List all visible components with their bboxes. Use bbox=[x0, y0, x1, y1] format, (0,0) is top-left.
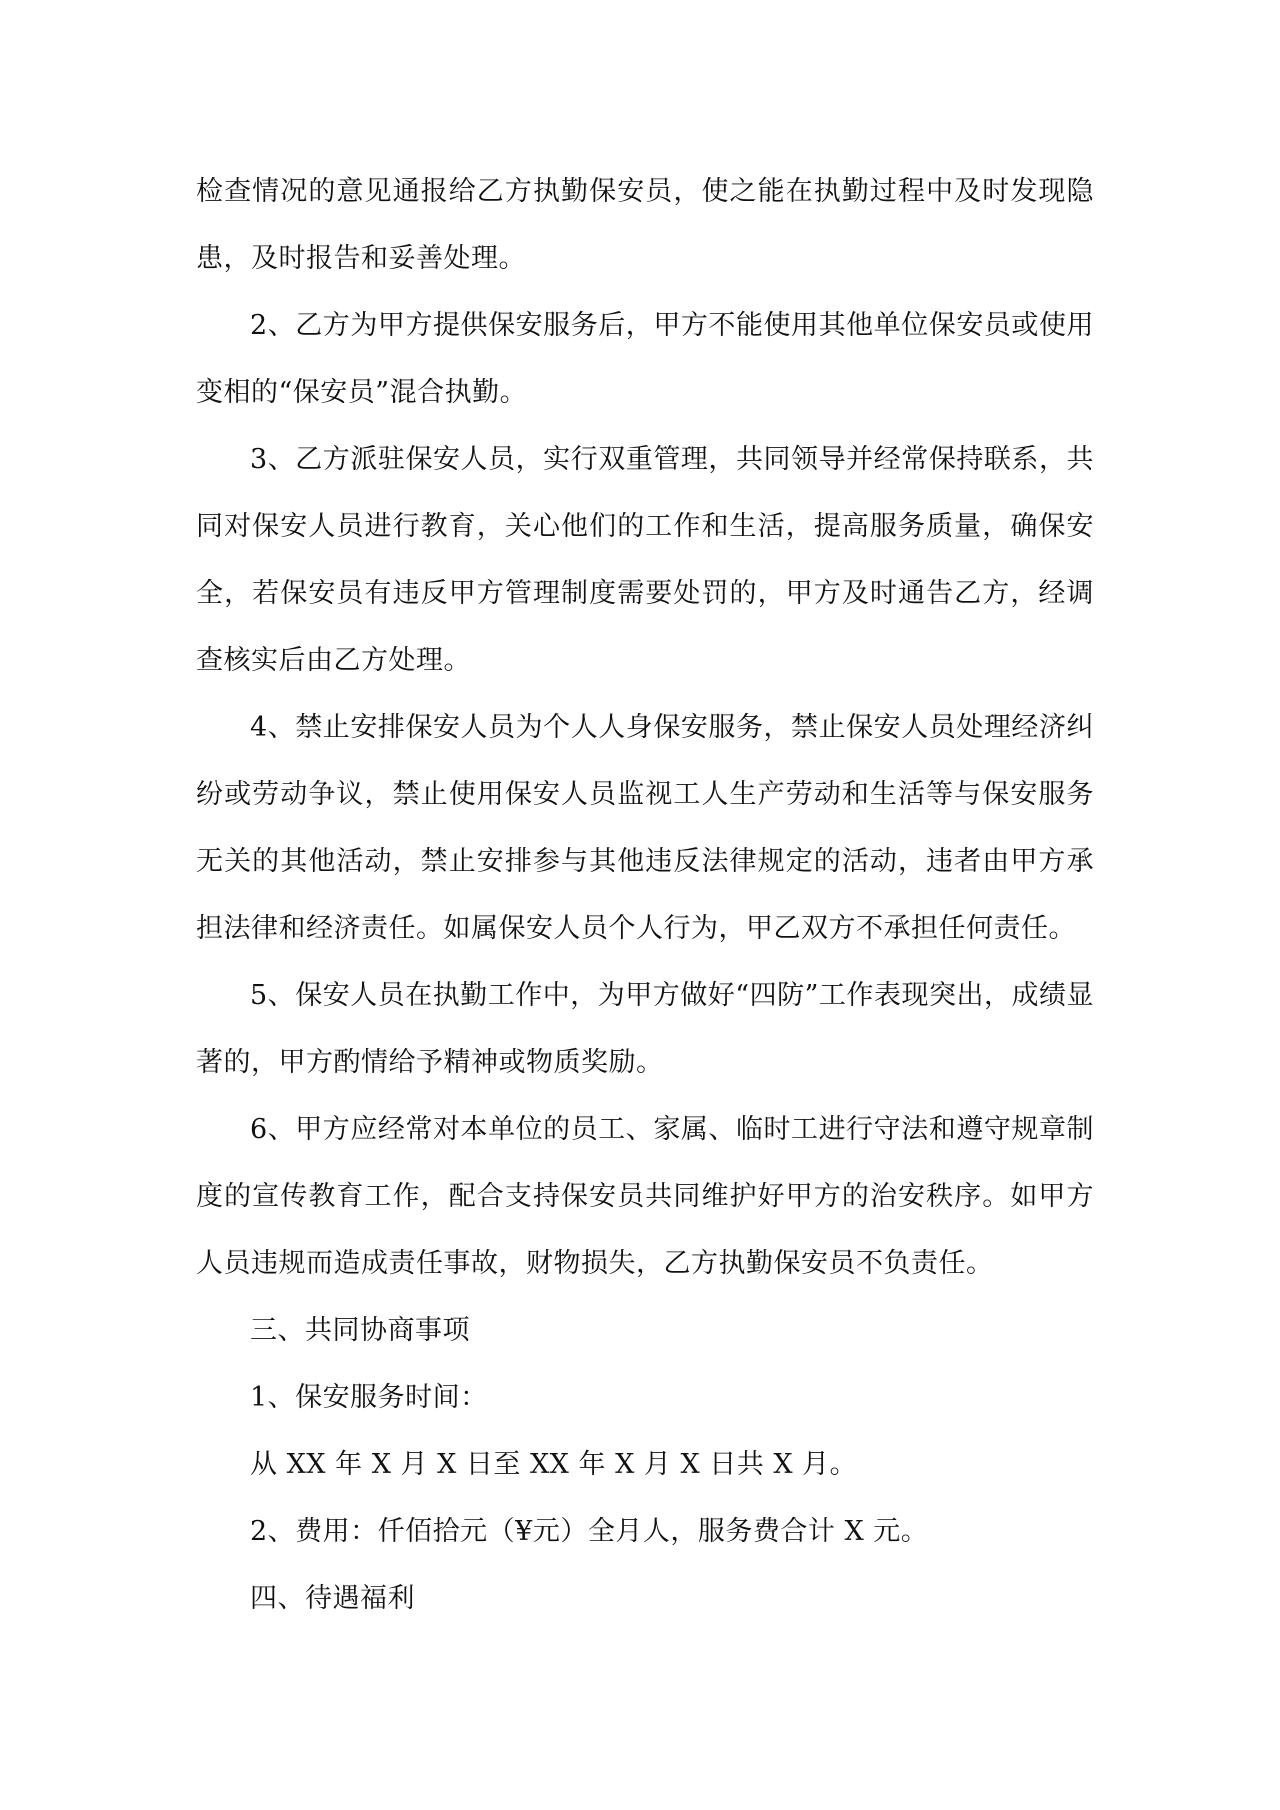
section-heading-4: 四、待遇福利 bbox=[250, 1583, 415, 1614]
section-heading-3: 三、共同协商事项 bbox=[250, 1315, 470, 1346]
paragraph-service-time-label: 1、保安服务时间： bbox=[250, 1382, 488, 1413]
paragraph-item-3: 3、乙方派驻保安人员，实行双重管理，共同领导并经常保持联系，共同对保安人员进行教育，关心他们的工作和生活，提高服务质量，确保安全，若保安员有违反甲方管理制度需要处罚的，甲方及时通告乙方，经调查核实后由乙方处理。 bbox=[196, 444, 1094, 676]
paragraph-item-4: 4、禁止安排保安人员为个人人身保安服务，禁止保安人员处理经济纠纷或劳动争议，禁止使用保安人员监视工人生产劳动和生活等与保安服务无关的其他活动，禁止安排参与其他违反法律规定的活动，违者由甲方承担法律和经济责任。如属保安人员个人行为，甲乙双方不承担任何责任。 bbox=[196, 712, 1094, 944]
paragraph-continued: 检查情况的意见通报给乙方执勤保安员，使之能在执勤过程中及时发现隐患，及时报告和妥善处理。 bbox=[196, 176, 1094, 274]
paragraph-item-2: 2、乙方为甲方提供保安服务后，甲方不能使用其他单位保安员或使用变相的“保安员”混合执勤。 bbox=[196, 310, 1094, 408]
paragraph-service-time-value: 从 XX 年 X 月 X 日至 XX 年 X 月 X 日共 X 月。 bbox=[250, 1449, 858, 1480]
paragraph-item-5: 5、保安人员在执勤工作中，为甲方做好“四防”工作表现突出，成绩显著的，甲方酌情给予精神或物质奖励。 bbox=[196, 980, 1094, 1078]
document-body bbox=[196, 158, 1094, 1632]
paragraph-fees: 2、费用：仟佰拾元（¥元）全月人，服务费合计 X 元。 bbox=[250, 1516, 929, 1547]
paragraph-item-6: 6、甲方应经常对本单位的员工、家属、临时工进行守法和遵守规章制度的宣传教育工作，配合支持保安员共同维护好甲方的治安秩序。如甲方人员违规而造成责任事故，财物损失，乙方执勤保安员不负责任。 bbox=[196, 1114, 1094, 1279]
